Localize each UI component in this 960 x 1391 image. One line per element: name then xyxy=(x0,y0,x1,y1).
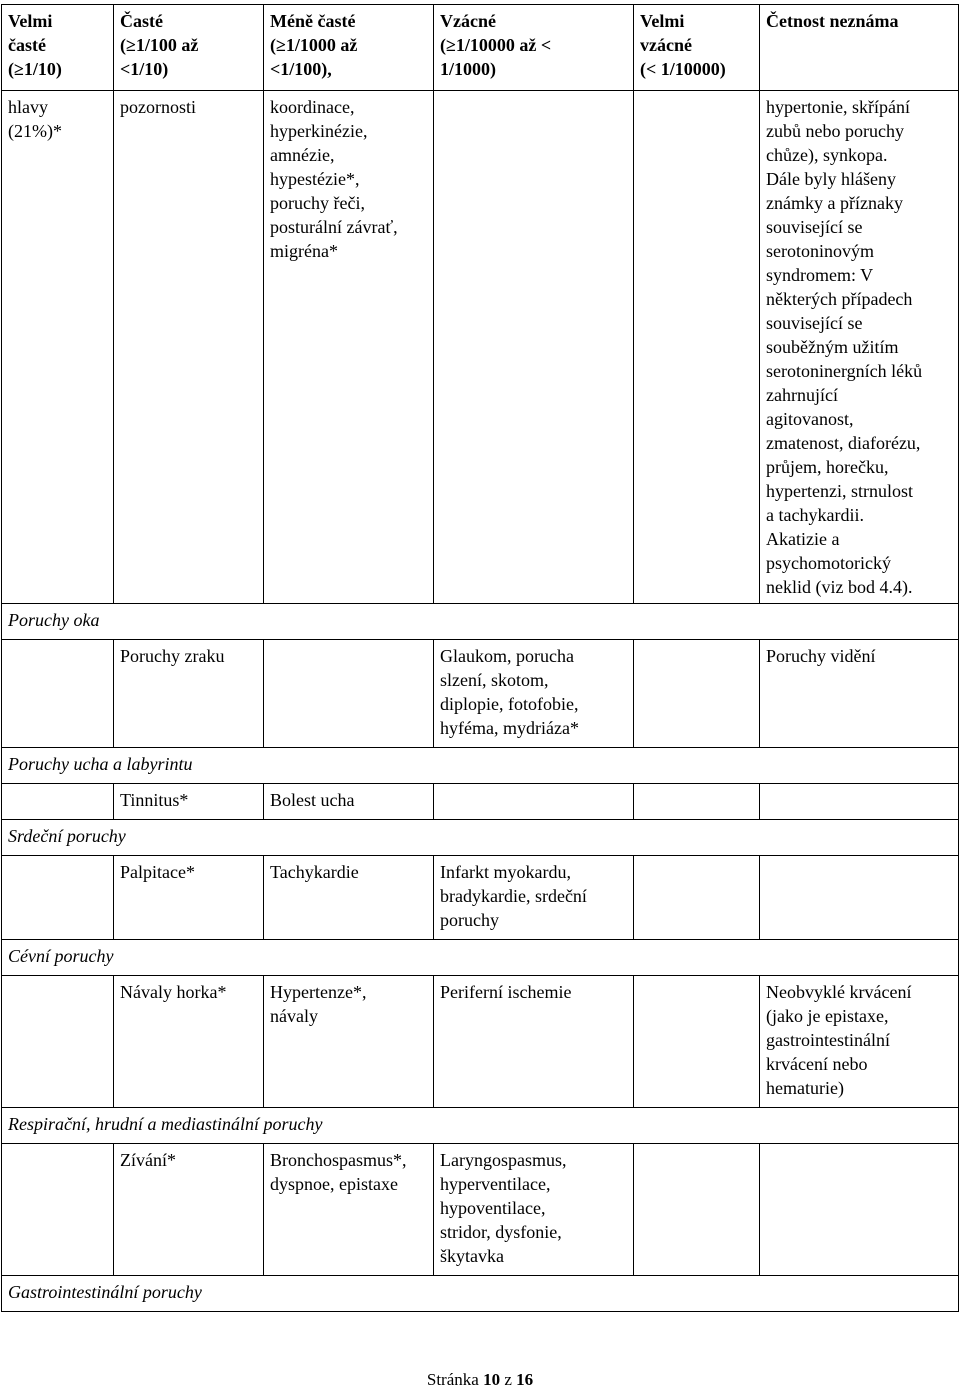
section-gi-disorders: Gastrointestinální poruchy xyxy=(2,1276,959,1312)
cell-unknown xyxy=(760,784,959,820)
section-row xyxy=(2,1108,959,1144)
section-row xyxy=(2,940,959,976)
cell-uncommon: koordinace, hyperkinézie, amnézie, hypestézie*, poruchy řeči, posturální závrať, migréna* xyxy=(264,91,434,604)
cell-very-rare xyxy=(634,91,760,604)
adverse-reactions-table xyxy=(1,4,959,1312)
cell-very-rare xyxy=(634,784,760,820)
cell-rare: Periferní ischemie xyxy=(434,976,634,1108)
header-very-common: Velmi časté (≥1/10) xyxy=(2,5,114,91)
table-row xyxy=(2,784,959,820)
table-row xyxy=(2,1144,959,1276)
cell-very-rare xyxy=(634,1144,760,1276)
cell-very-common xyxy=(2,856,114,940)
header-rare: Vzácné (≥1/10000 až < 1/1000) xyxy=(434,5,634,91)
cell-unknown: Poruchy vidění xyxy=(760,640,959,748)
footer-page-number: 10 xyxy=(483,1370,501,1389)
section-cardiac-disorders: Srdeční poruchy xyxy=(2,820,959,856)
header-very-rare: Velmi vzácné (< 1/10000) xyxy=(634,5,760,91)
cell-unknown xyxy=(760,1144,959,1276)
cell-common: Návaly horka* xyxy=(114,976,264,1108)
cell-uncommon: Tachykardie xyxy=(264,856,434,940)
cell-very-common xyxy=(2,976,114,1108)
section-row xyxy=(2,748,959,784)
header-row xyxy=(2,5,959,91)
cell-uncommon: Bronchospasmus*, dyspnoe, epistaxe xyxy=(264,1144,434,1276)
cell-common: Tinnitus* xyxy=(114,784,264,820)
cell-very-rare xyxy=(634,856,760,940)
cell-very-rare xyxy=(634,640,760,748)
cell-common: Poruchy zraku xyxy=(114,640,264,748)
cell-very-common xyxy=(2,640,114,748)
cell-uncommon xyxy=(264,640,434,748)
section-row xyxy=(2,820,959,856)
footer-prefix: Stránka xyxy=(426,1370,479,1389)
cell-common: pozornosti xyxy=(114,91,264,604)
footer-separator: z xyxy=(504,1370,512,1389)
section-eye-disorders: Poruchy oka xyxy=(2,604,959,640)
cell-rare: Glaukom, porucha slzení, skotom, diplopie, fotofobie, hyféma, mydriáza* xyxy=(434,640,634,748)
cell-very-common xyxy=(2,784,114,820)
cell-common: Palpitace* xyxy=(114,856,264,940)
cell-rare: Laryngospasmus, hyperventilace, hypoventilace, stridor, dysfonie, škytavka xyxy=(434,1144,634,1276)
cell-unknown: Neobvyklé krvácení (jako je epistaxe, gastrointestinální krvácení nebo hematurie) xyxy=(760,976,959,1108)
cell-rare xyxy=(434,784,634,820)
cell-very-common xyxy=(2,1144,114,1276)
cell-very-common: hlavy (21%)* xyxy=(2,91,114,604)
cell-very-rare xyxy=(634,976,760,1108)
cell-rare xyxy=(434,91,634,604)
cell-rare: Infarkt myokardu, bradykardie, srdeční poruchy xyxy=(434,856,634,940)
section-vascular-disorders: Cévní poruchy xyxy=(2,940,959,976)
page-footer xyxy=(0,1369,960,1391)
cell-uncommon: Hypertenze*, návaly xyxy=(264,976,434,1108)
cell-unknown xyxy=(760,856,959,940)
table-row xyxy=(2,976,959,1108)
header-common: Časté (≥1/100 až <1/10) xyxy=(114,5,264,91)
table-row xyxy=(2,640,959,748)
cell-uncommon: Bolest ucha xyxy=(264,784,434,820)
table-row xyxy=(2,856,959,940)
section-ear-disorders: Poruchy ucha a labyrintu xyxy=(2,748,959,784)
section-row xyxy=(2,1276,959,1312)
section-row xyxy=(2,604,959,640)
header-unknown: Četnost neznáma xyxy=(760,5,959,91)
footer-page-total: 16 xyxy=(516,1370,534,1389)
section-respiratory-disorders: Respirační, hrudní a mediastinální poruchy xyxy=(2,1108,959,1144)
cell-unknown: hypertonie, skřípání zubů nebo poruchy chůze), synkopa. Dále byly hlášeny známky a příznaky související se serotoninovým syndromem: V některých případech související se souběžným užitím serotoninergních léků zahrnující agitovanost, zmatenost, diaforézu, průjem, horečku, hypertenzi, strnulost a tachykardii. Akatizie a psychomotorický neklid (viz bod 4.4). xyxy=(760,91,959,604)
cell-common: Zívání* xyxy=(114,1144,264,1276)
table-row xyxy=(2,91,959,604)
header-uncommon: Méně časté (≥1/1000 až <1/100), xyxy=(264,5,434,91)
